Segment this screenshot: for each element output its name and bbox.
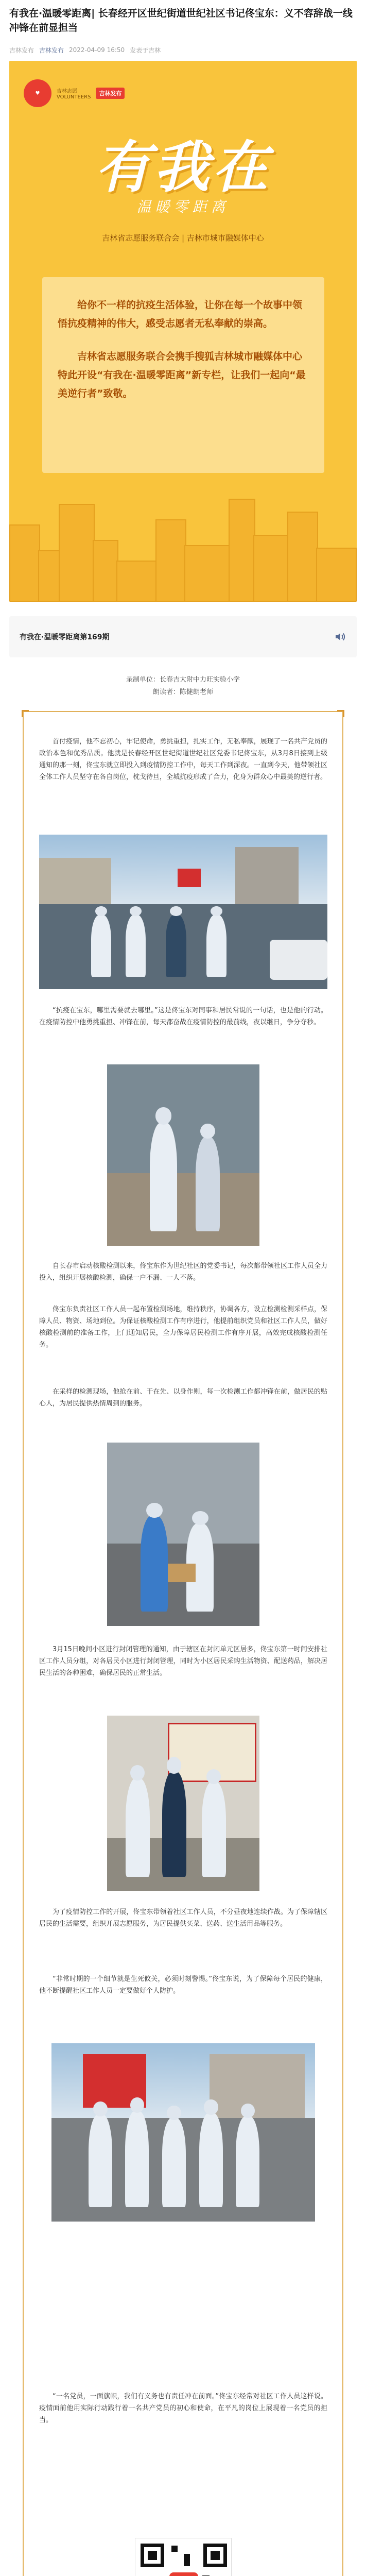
article-photo-5 bbox=[51, 2043, 315, 2222]
photo-person-head bbox=[206, 1769, 221, 1784]
qr-module bbox=[184, 2554, 190, 2566]
photo-person bbox=[206, 915, 226, 977]
photo-person-head bbox=[167, 1757, 181, 1774]
audio-player[interactable] bbox=[9, 616, 357, 657]
photo-person bbox=[126, 915, 146, 977]
banner-subtitle: 温暖零距离 bbox=[136, 198, 230, 215]
photo-person bbox=[166, 915, 186, 977]
article-paragraph-5: 在采样的检测现场，他抢在前、干在先、以身作则，每一次检测工作都冲锋在前，做居民的贴心人，为居民提供热情周到的服务。 bbox=[39, 1388, 327, 1408]
account-link[interactable]: 吉林发布 bbox=[39, 46, 64, 54]
logo-row bbox=[24, 79, 125, 107]
photo-person bbox=[199, 2113, 223, 2207]
skyline-building bbox=[9, 524, 40, 602]
recording-credits bbox=[0, 674, 366, 699]
qr-code-label bbox=[135, 2538, 137, 2539]
skyline-building bbox=[287, 512, 318, 602]
article-photo-1 bbox=[39, 835, 327, 989]
photo-car bbox=[270, 940, 327, 980]
photo-person-head bbox=[93, 2102, 108, 2116]
photo-box bbox=[168, 1564, 195, 1582]
photo-person bbox=[126, 1778, 150, 1876]
volunteer-logo-subtext: VOLUNTEERS bbox=[57, 94, 91, 100]
photo-wall bbox=[107, 1064, 259, 1173]
callout-paragraph-1: 给你不一样的抗疫生活体验，让你在每一个故事中领悟抗疫精神的伟大，感受志愿者无私奉献的崇高。 bbox=[58, 299, 303, 329]
photo-floor bbox=[107, 1173, 259, 1246]
publish-location: 发表于吉林 bbox=[130, 46, 161, 54]
photo-person-head bbox=[146, 1503, 163, 1518]
skyline-building bbox=[93, 540, 118, 602]
volunteer-logo-text-group bbox=[57, 87, 91, 100]
volunteer-logo-icon: ♥ bbox=[24, 79, 51, 107]
photo-ground bbox=[107, 1544, 259, 1626]
volunteer-logo-text: 吉林志愿 bbox=[57, 89, 77, 94]
qr-center-logo bbox=[169, 2572, 198, 2576]
photo-person bbox=[236, 2116, 259, 2207]
qr-code[interactable] bbox=[135, 2538, 232, 2576]
article-paragraph-4: 佟宝东负责社区工作人员一起布置检测场地，维持秩序，协调各方，设立检测检测采样点，保障人员、物资、场地到位。为保证核酸检测工作有序进行，他提前组织党员和社区工作人员，做好核酸检测前的准备工作，上门通知居民，全力保障居民检测工作有序开展，高效完成核酸检测任务。 bbox=[39, 1306, 327, 1349]
article-paragraph-6: 3月15日晚间小区进行封闭管理的通知，由于辖区在封闭单元区居多，佟宝东第一时间安排社区工作人员分组，对各居民小区进行封闭管理，同时为小区居民采购生活物资、配送药品，解决居民生活的各种困难，确保居民的正常生活。 bbox=[39, 1646, 327, 1677]
recording-unit: 录制单位：长春吉大附中力旺实验小学 bbox=[126, 676, 240, 684]
photo-building bbox=[210, 2054, 304, 2125]
reader-name: 朗读者：陈健朗老师 bbox=[152, 688, 213, 696]
article-title: 有我在·温暖零距离| 长春经开区世纪街道世纪社区书记佟宝东：义不容辞战一线 冲锋在前显担当 bbox=[9, 8, 353, 33]
photo-person-head bbox=[192, 1511, 208, 1525]
article-paragraph-9: “一名党员，一面旗帜，我们有义务也有责任冲在前面。”佟宝东经常对社区工作人员这样说。疫情面前他用实际行动践行着一名共产党员的初心和使命，在平凡的岗位上展现着一名党员的担当。 bbox=[39, 2393, 327, 2424]
article-paragraph-1: 首付疫情，他不忘初心，牢记使命，勇挑重担，扎实工作，无私奉献，展现了一名共产党员的政治本色和优秀品质。他就是长春经开区世纪街道世纪社区党委书记佟宝东，从3月8日接到上级通知的那一刻，佟宝东就立即投入到疫情防控工作中，每天工作到深夜。一直到今天，他带领社区全体工作人员坚守在各自岗位，枕戈待旦，全城抗疫形成了合力，化身为群众心中最美的逆行者。 bbox=[39, 738, 327, 781]
banner-sponsor: 吉林省志愿服务联合会 | 吉林市城市融媒体中心 bbox=[102, 233, 264, 243]
skyline-building bbox=[155, 519, 186, 602]
article-meta bbox=[9, 44, 357, 56]
skyline-building bbox=[184, 545, 231, 602]
skyline-building bbox=[316, 548, 357, 602]
skyline-building bbox=[59, 504, 95, 602]
hero-banner bbox=[9, 61, 357, 602]
photo-person bbox=[150, 1123, 177, 1231]
article-photo-4 bbox=[107, 1716, 259, 1891]
article-paragraph-7: 为了疫情防控工作的开展，佟宝东带领着社区工作人员，不分昼夜地连续作战。为了保障辖区居民的生活需要，组织开展志愿服务，为居民提供买菜、送药、送生活用品等服务。 bbox=[39, 1908, 327, 1928]
frame-corner bbox=[22, 710, 29, 717]
photo-flag bbox=[178, 869, 201, 887]
photo-person-head bbox=[130, 1765, 145, 1781]
qr-module bbox=[171, 2546, 178, 2552]
author-name: 吉林发布 bbox=[9, 46, 34, 54]
photo-building bbox=[107, 1443, 259, 1544]
jilin-fabu-logo: 吉林发布 bbox=[96, 88, 125, 99]
skyline-building bbox=[116, 561, 158, 602]
photo-person bbox=[196, 1137, 220, 1231]
skyline-building bbox=[253, 535, 289, 602]
speaker-icon[interactable] bbox=[333, 630, 346, 643]
banner-title: 有我在 bbox=[95, 135, 271, 200]
article-photo-2 bbox=[107, 1064, 259, 1246]
audio-title: 有我在·温暖零距离第169期 bbox=[20, 633, 110, 641]
publish-date: 2022-04-09 16:50 bbox=[69, 46, 125, 54]
qr-finder-pattern-core bbox=[211, 2551, 220, 2560]
photo-person bbox=[91, 915, 111, 977]
photo-person bbox=[162, 1772, 186, 1877]
skyline-building bbox=[229, 499, 255, 602]
photo-person bbox=[162, 2118, 186, 2207]
photo-person bbox=[141, 1516, 168, 1611]
skyline-building bbox=[38, 550, 61, 602]
photo-person bbox=[89, 2114, 112, 2207]
callout-paragraph-2: 吉林省志愿服务联合会携手搜狐吉林城市融媒体中心特此开设“有我在·温暖零距离”新专栏，让我们一起向“最美逆行者”致敬。 bbox=[58, 351, 306, 399]
photo-person-head bbox=[155, 1107, 172, 1125]
photo-person-head bbox=[167, 2106, 181, 2120]
skyline-illustration bbox=[9, 488, 357, 602]
article-photo-3 bbox=[107, 1443, 259, 1626]
photo-person-head bbox=[204, 2099, 218, 2114]
banner-callout bbox=[42, 277, 324, 473]
article-paragraph-3: 自长春市启动核酸检测以来，佟宝东作为世纪社区的党委书记，每次都带领社区工作人员全力投入，组织开展核酸检测，确保一户不漏、一人不落。 bbox=[39, 1262, 327, 1282]
photo-person-head bbox=[170, 906, 182, 916]
photo-person bbox=[125, 2111, 149, 2208]
article-paragraph-2: “抗疫在宝东，哪里需要就去哪里。”这是佟宝东对同事和居民常说的一句话，也是他的行动。在疫情防控中他勇挑重担、冲锋在前，每天都奋战在疫情防控的最前线，夜以继日，争分夺秒。 bbox=[39, 1007, 327, 1026]
article-paragraph-8: “非常时期的一个细节就是生死攸关，必须时刻警惕。”佟宝东说，为了保障每个居民的健康，他不断提醒社区工作人员一定要做好个人防护。 bbox=[39, 1975, 327, 1995]
photo-person bbox=[202, 1782, 226, 1877]
qr-finder-pattern-core bbox=[148, 2551, 157, 2560]
photo-person-head bbox=[200, 1124, 215, 1139]
frame-corner bbox=[337, 710, 344, 717]
